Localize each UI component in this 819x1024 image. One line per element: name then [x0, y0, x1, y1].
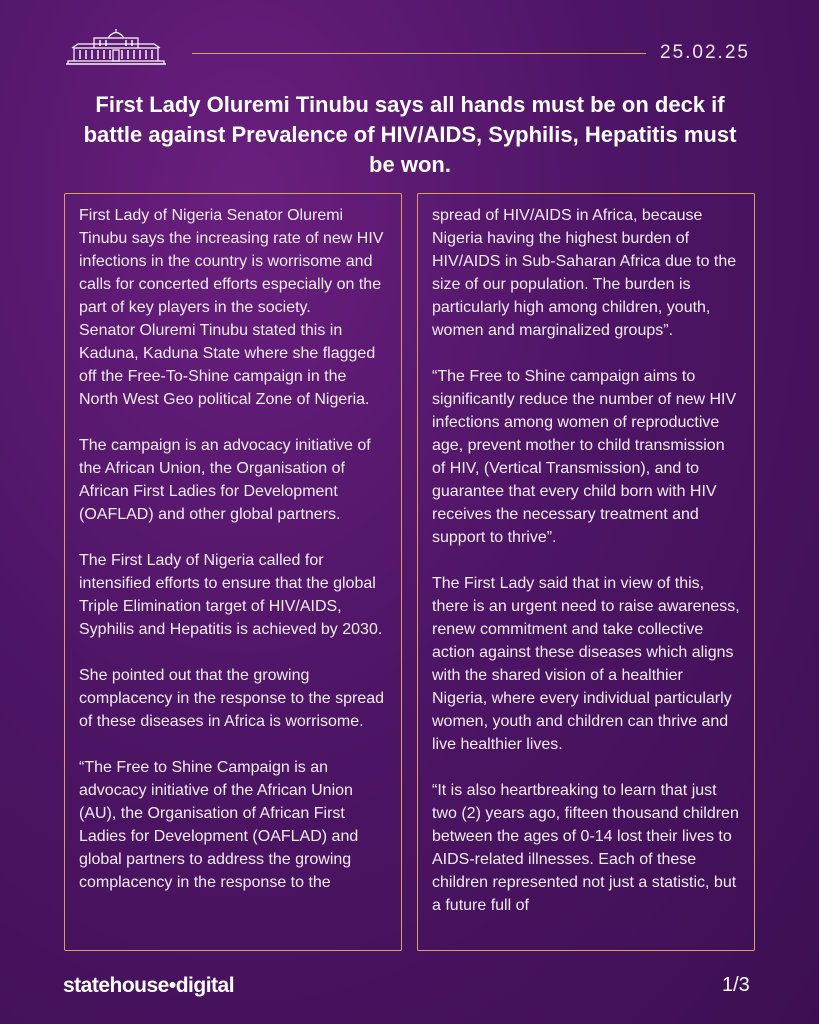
paragraph: The First Lady said that in view of this, there is an urgent need to raise awareness, renew commitment and take collective action against these diseases which aligns with the shared vision of a healthier Nigeria, where every individual particularly women, youth and children can thrive and live healthier lives.	[432, 575, 740, 753]
paragraph: “The Free to Shine Campaign is an advocacy initiative of the African Union (AU), the Organisation of African First Ladies for Development (OAFLAD) and global partners to address the growing complacency in the response to the	[79, 759, 359, 891]
page-indicator: 1/3	[722, 974, 750, 996]
state-house-building-icon	[64, 28, 168, 68]
paragraph: The First Lady of Nigeria called for intensified efforts to ensure that the global Triple Elimination target of HIV/AIDS, Syphilis and Hepatitis is achieved by 2030.	[79, 552, 383, 638]
post-date: 25.02.25	[660, 42, 750, 63]
paragraph: “It is also heartbreaking to learn that just two (2) years ago, fifteen thousand children between the ages of 0-14 lost their lives to AIDS-related illnesses. Each of these children represented not just a statistic, but a future full of	[432, 782, 739, 914]
header-divider	[192, 53, 646, 54]
paragraph: First Lady of Nigeria Senator Oluremi Tinubu says the increasing rate of new HIV infections in the country is worrisome and calls for concerted efforts especially on the part of key players in the society.	[79, 207, 384, 316]
paragraph: “The Free to Shine campaign aims to significantly reduce the number of new HIV infections among women of reproductive age, prevent mother to child transmission of HIV, (Vertical Transmission), and to guarantee that every child born with HIV receives the necessary treatment and support to thrive”.	[432, 368, 737, 546]
brand-wordmark: statehouse•digital	[63, 974, 235, 997]
left-text-column	[64, 193, 402, 951]
headline: First Lady Oluremi Tinubu says all hands must be on deck if battle against Prevalence of HIV/AIDS, Syphilis, Hepatitis must be won.	[83, 92, 737, 177]
paragraph: spread of HIV/AIDS in Africa, because Nigeria having the highest burden of HIV/AIDS in Sub-Saharan Africa due to the size of our population. The burden is particularly high among children, youth, women and marginalized groups”.	[432, 207, 737, 339]
paragraph: She pointed out that the growing complacency in the response to the spread of these diseases in Africa is worrisome.	[79, 667, 385, 730]
paragraph: Senator Oluremi Tinubu stated this in Kaduna, Kaduna State where she flagged off the Free-To-Shine campaign in the North West Geo political Zone of Nigeria.	[79, 322, 376, 408]
right-text-column	[417, 193, 755, 951]
paragraph: The campaign is an advocacy initiative of the African Union, the Organisation of African First Ladies for Development (OAFLAD) and other global partners.	[79, 437, 371, 523]
